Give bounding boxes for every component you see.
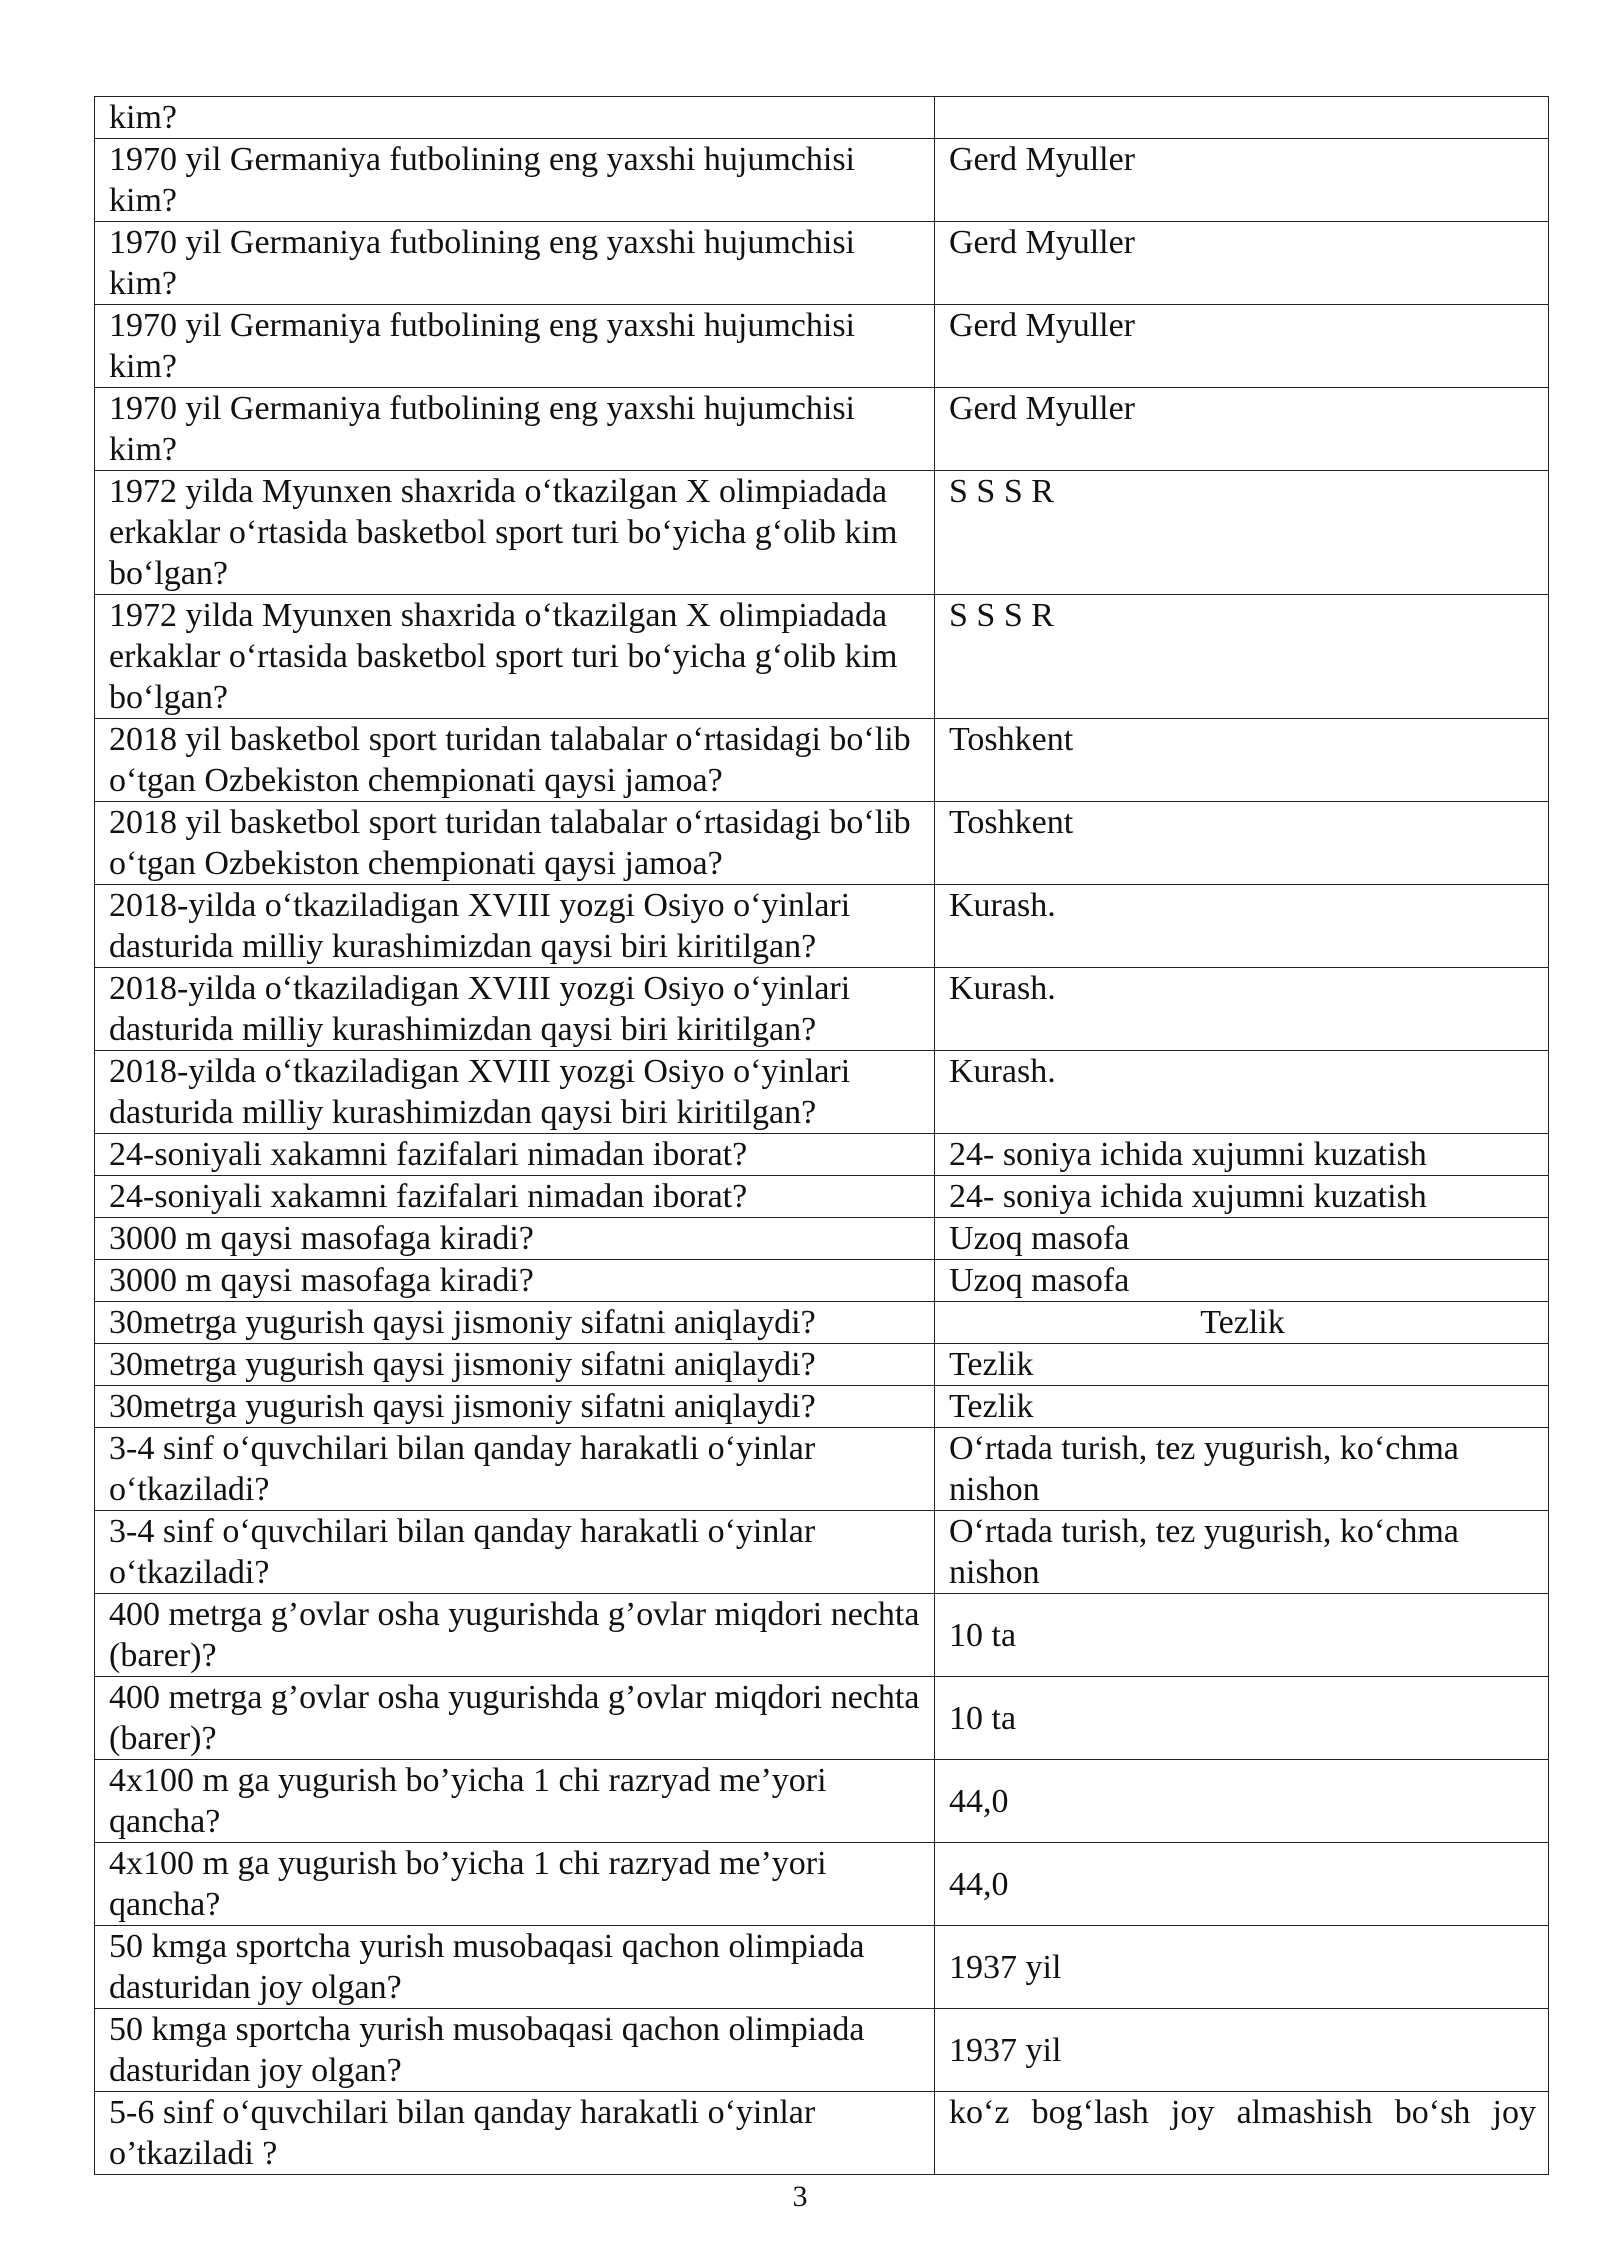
table-row [95, 1926, 1549, 2009]
table-row [95, 1594, 1549, 1677]
table-row [95, 1428, 1549, 1511]
table-row [95, 139, 1549, 222]
answer-cell: 24- soniya ichida xujumni kuzatish [935, 1176, 1549, 1218]
answer-cell: 24- soniya ichida xujumni kuzatish [935, 1134, 1549, 1176]
table-row [95, 885, 1549, 968]
question-cell: 1970 yil Germaniya futbolining eng yaxshi hujumchisi kim? [95, 388, 935, 471]
answer-cell: Kurash. [935, 1051, 1549, 1134]
table-row [95, 222, 1549, 305]
answer-cell [935, 97, 1549, 139]
table-row [95, 97, 1549, 139]
answer-cell: Kurash. [935, 885, 1549, 968]
answer-cell: Uzoq masofa [935, 1218, 1549, 1260]
table-row [95, 802, 1549, 885]
qa-table [94, 96, 1549, 2175]
answer-cell: Uzoq masofa [935, 1260, 1549, 1302]
question-cell: 2018-yilda o‘tkaziladigan XVIII yozgi Osiyo o‘yinlari dasturida milliy kurashimizdan qaysi biri kiritilgan? [95, 968, 935, 1051]
answer-cell: ko‘z bog‘lash joy almashish bo‘sh joy [935, 2092, 1549, 2175]
answer-cell: 10 ta [935, 1594, 1549, 1677]
table-row [95, 2009, 1549, 2092]
answer-cell: Toshkent [935, 719, 1549, 802]
table-row [95, 1176, 1549, 1218]
answer-cell: S S S R [935, 595, 1549, 719]
answer-cell: Tezlik [935, 1302, 1549, 1344]
question-cell: 50 kmga sportcha yurish musobaqasi qachon olimpiada dasturidan joy olgan? [95, 2009, 935, 2092]
answer-cell: Gerd Myuller [935, 388, 1549, 471]
table-row [95, 1134, 1549, 1176]
answer-cell: 44,0 [935, 1760, 1549, 1843]
table-row [95, 305, 1549, 388]
question-cell: 24-soniyali xakamni fazifalari nimadan iborat? [95, 1134, 935, 1176]
question-cell: 400 metrga g’ovlar osha yugurishda g’ovlar miqdori nechta (barer)? [95, 1594, 935, 1677]
answer-cell: O‘rtada turish, tez yugurish, ko‘chma nishon [935, 1428, 1549, 1511]
table-row [95, 1051, 1549, 1134]
table-row [95, 2092, 1549, 2175]
question-cell: 1972 yilda Myunxen shaxrida o‘tkazilgan X olimpiadada erkaklar o‘rtasida basketbol sport turi bo‘yicha g‘olib kim bo‘lgan? [95, 595, 935, 719]
table-row [95, 719, 1549, 802]
table-row [95, 1760, 1549, 1843]
question-cell: 2018-yilda o‘tkaziladigan XVIII yozgi Osiyo o‘yinlari dasturida milliy kurashimizdan qaysi biri kiritilgan? [95, 885, 935, 968]
table-row [95, 1218, 1549, 1260]
question-cell: 30metrga yugurish qaysi jismoniy sifatni aniqlaydi? [95, 1344, 935, 1386]
question-cell: 4x100 m ga yugurish bo’yicha 1 chi razryad me’yori qancha? [95, 1760, 935, 1843]
question-cell: 2018 yil basketbol sport turidan talabalar o‘rtasidagi bo‘lib o‘tgan Ozbekiston chempionati qaysi jamoa? [95, 719, 935, 802]
answer-cell: 44,0 [935, 1843, 1549, 1926]
answer-cell: Gerd Myuller [935, 305, 1549, 388]
question-cell: 5-6 sinf o‘quvchilari bilan qanday harakatli o‘yinlar o’tkaziladi ? [95, 2092, 935, 2175]
answer-cell: S S S R [935, 471, 1549, 595]
answer-cell: 1937 yil [935, 2009, 1549, 2092]
answer-cell: Gerd Myuller [935, 139, 1549, 222]
question-cell: 400 metrga g’ovlar osha yugurishda g’ovlar miqdori nechta (barer)? [95, 1677, 935, 1760]
table-row [95, 968, 1549, 1051]
table-row [95, 471, 1549, 595]
question-cell: 30metrga yugurish qaysi jismoniy sifatni aniqlaydi? [95, 1302, 935, 1344]
question-cell: 4x100 m ga yugurish bo’yicha 1 chi razryad me’yori qancha? [95, 1843, 935, 1926]
question-cell: 2018 yil basketbol sport turidan talabalar o‘rtasidagi bo‘lib o‘tgan Ozbekiston chempionati qaysi jamoa? [95, 802, 935, 885]
question-cell: 1972 yilda Myunxen shaxrida o‘tkazilgan X olimpiadada erkaklar o‘rtasida basketbol sport turi bo‘yicha g‘olib kim bo‘lgan? [95, 471, 935, 595]
question-cell: 1970 yil Germaniya futbolining eng yaxshi hujumchisi kim? [95, 222, 935, 305]
table-row [95, 1260, 1549, 1302]
question-cell: 3-4 sinf o‘quvchilari bilan qanday harakatli o‘yinlar o‘tkaziladi? [95, 1511, 935, 1594]
question-cell: 1970 yil Germaniya futbolining eng yaxshi hujumchisi kim? [95, 139, 935, 222]
answer-cell: 10 ta [935, 1677, 1549, 1760]
table-row [95, 1511, 1549, 1594]
page-number: 3 [792, 2180, 808, 2213]
table-row [95, 1344, 1549, 1386]
question-cell: 30metrga yugurish qaysi jismoniy sifatni aniqlaydi? [95, 1386, 935, 1428]
table-row [95, 1843, 1549, 1926]
question-cell: 2018-yilda o‘tkaziladigan XVIII yozgi Osiyo o‘yinlari dasturida milliy kurashimizdan qaysi biri kiritilgan? [95, 1051, 935, 1134]
question-cell: 24-soniyali xakamni fazifalari nimadan iborat? [95, 1176, 935, 1218]
question-cell: 3000 m qaysi masofaga kiradi? [95, 1260, 935, 1302]
table-row [95, 1386, 1549, 1428]
question-cell: 50 kmga sportcha yurish musobaqasi qachon olimpiada dasturidan joy olgan? [95, 1926, 935, 2009]
answer-cell: Gerd Myuller [935, 222, 1549, 305]
answer-cell: 1937 yil [935, 1926, 1549, 2009]
question-cell: 3-4 sinf o‘quvchilari bilan qanday harakatli o‘yinlar o‘tkaziladi? [95, 1428, 935, 1511]
answer-cell: Tezlik [935, 1344, 1549, 1386]
answer-cell: Tezlik [935, 1386, 1549, 1428]
answer-cell: Kurash. [935, 968, 1549, 1051]
question-cell: 3000 m qaysi masofaga kiradi? [95, 1218, 935, 1260]
table-row [95, 595, 1549, 719]
table-row [95, 388, 1549, 471]
answer-cell: Toshkent [935, 802, 1549, 885]
question-cell: 1970 yil Germaniya futbolining eng yaxshi hujumchisi kim? [95, 305, 935, 388]
table-row [95, 1302, 1549, 1344]
table-row [95, 1677, 1549, 1760]
answer-cell: O‘rtada turish, tez yugurish, ko‘chma nishon [935, 1511, 1549, 1594]
question-cell: kim? [95, 97, 935, 139]
